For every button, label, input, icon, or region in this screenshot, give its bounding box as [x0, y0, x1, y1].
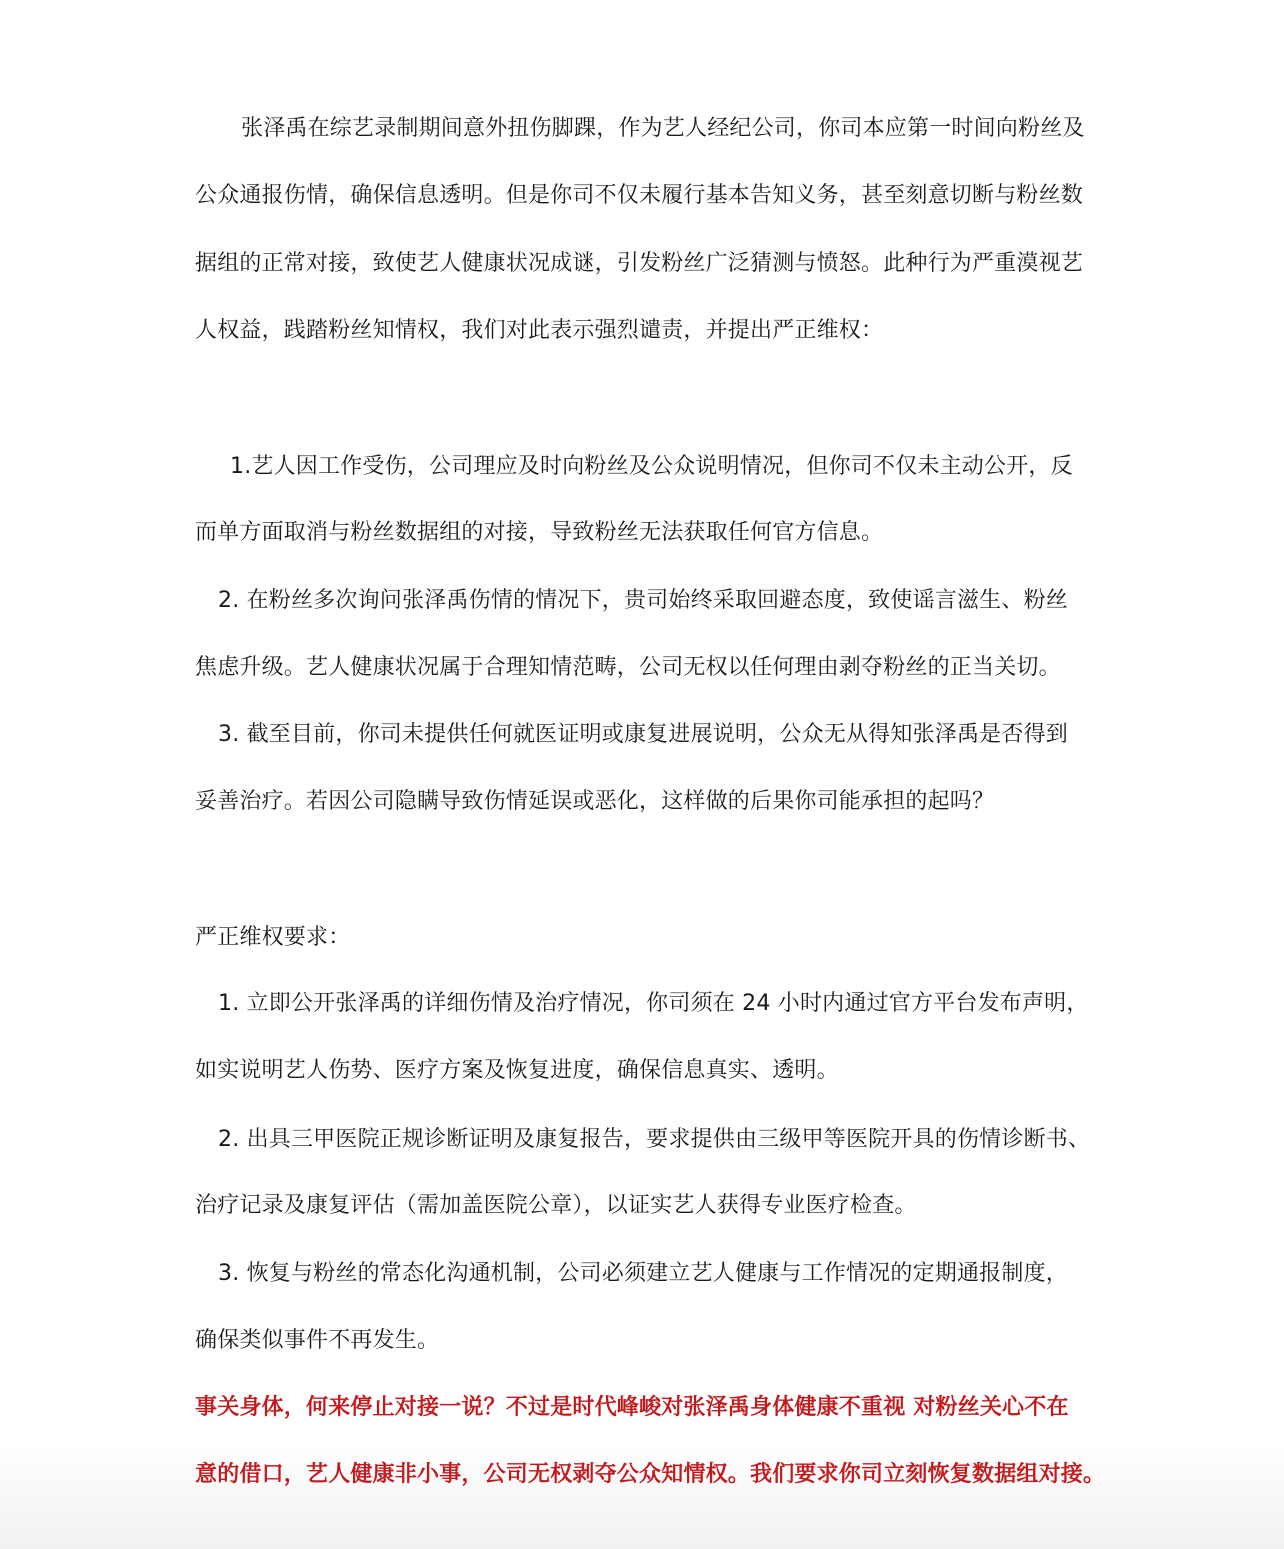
demand-1-line-1: 1. 立即公开张泽禹的详细伤情及治疗情况，你司须在 24 小时内通过官方平台发布声明， — [218, 991, 1089, 1016]
intro-line-1: 张泽禹在综艺录制期间意外扭伤脚踝，作为艺人经纪公司，你司本应第一时间向粉丝及 — [241, 116, 1085, 141]
demand-1-line-2: 如实说明艺人伤势、医疗方案及恢复进度，确保信息真实、透明。 — [195, 1058, 839, 1083]
closing-line-2: 意的借口，艺人健康非小事，公司无权剥夺公众知情权。我们要求你司立刻恢复数据组对接。 — [195, 1462, 1106, 1487]
intro-line-2: 公众通报伤情，确保信息透明。但是你司不仅未履行基本告知义务，甚至刻意切断与粉丝数 — [195, 183, 1084, 208]
intro-line-3: 据组的正常对接，致使艺人健康状况成谜，引发粉丝广泛猜测与愤怒。此种行为严重漠视艺 — [195, 251, 1084, 276]
point-3-line-2: 妥善治疗。若因公司隐瞒导致伤情延误或恶化，这样做的后果你司能承担的起吗？ — [195, 789, 995, 814]
demand-2-line-1: 2. 出具三甲医院正规诊断证明及康复报告，要求提供由三级甲等医院开具的伤情诊断书、 — [218, 1127, 1091, 1152]
point-1-line-1: 1.艺人因工作受伤，公司理应及时向粉丝及公众说明情况，但你司不仅未主动公开，反 — [230, 454, 1073, 479]
point-2-line-2: 焦虑升级。艺人健康状况属于合理知情范畴，公司无权以任何理由剥夺粉丝的正当关切。 — [195, 655, 1061, 680]
point-1-line-2: 而单方面取消与粉丝数据组的对接，导致粉丝无法获取任何官方信息。 — [195, 520, 884, 545]
demand-2-line-2: 治疗记录及康复评估（需加盖医院公章），以证实艺人获得专业医疗检查。 — [195, 1193, 917, 1218]
point-2-line-1: 2. 在粉丝多次询问张泽禹伤情的情况下，贵司始终采取回避态度，致使谣言滋生、粉丝 — [218, 588, 1068, 613]
intro-line-4: 人权益，践踏粉丝知情权，我们对此表示强烈谴责，并提出严正维权： — [195, 318, 884, 343]
demand-3-line-2: 确保类似事件不再发生。 — [195, 1328, 440, 1353]
point-3-line-1: 3. 截至目前，你司未提供任何就医证明或康复进展说明，公众无从得知张泽禹是否得到 — [218, 722, 1068, 747]
closing-line-1: 事关身体，何来停止对接一说？不过是时代峰峻对张泽禹身体健康不重视 对粉丝关心不在 — [195, 1395, 1069, 1420]
demand-3-line-1: 3. 恢复与粉丝的常态化沟通机制，公司必须建立艺人健康与工作情况的定期通报制度， — [218, 1261, 1068, 1286]
demands-heading: 严正维权要求： — [195, 925, 351, 950]
